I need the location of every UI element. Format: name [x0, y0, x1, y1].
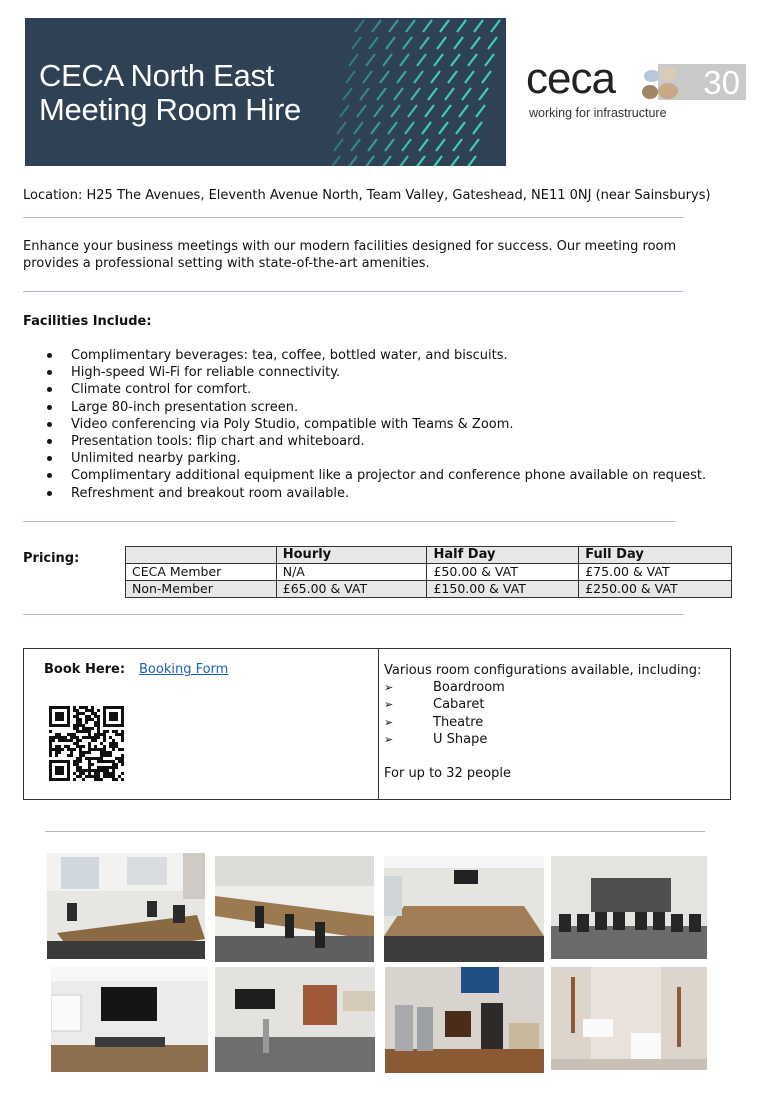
stripe-mark: [422, 122, 431, 134]
arrow-bullet-icon: ➢: [384, 733, 394, 747]
stripe-mark: [448, 71, 457, 83]
stripe-mark: [354, 122, 363, 134]
stripe-mark: [450, 156, 459, 166]
table-cell: Non-Member: [126, 581, 277, 598]
list-item: Refreshment and breakout room available.: [47, 485, 706, 502]
bullet-icon: [47, 405, 52, 410]
list-item: Video conferencing via Poly Studio, compatible with Teams & Zoom.: [47, 416, 706, 433]
stripe-mark: [471, 37, 480, 49]
stripe-mark: [380, 71, 389, 83]
anniversary-badge: 30: [658, 64, 746, 100]
column-header: Hourly: [276, 547, 427, 564]
stripe-mark: [491, 20, 500, 32]
stripe-mark: [331, 156, 340, 166]
stripe-mark: [454, 37, 463, 49]
list-item: Complimentary beverages: tea, coffee, bottled water, and biscuits.: [47, 347, 706, 364]
table-cell: £75.00 & VAT: [579, 564, 732, 581]
list-item: Climate control for comfort.: [47, 381, 706, 398]
stripe-mark: [440, 20, 449, 32]
stripe-mark: [357, 105, 366, 117]
list-item: Presentation tools: flip chart and whiteboard.: [47, 433, 706, 450]
table-cell: CECA Member: [126, 564, 277, 581]
stripe-mark: [428, 88, 437, 100]
stripe-mark: [488, 37, 497, 49]
refreshments-photo: [385, 967, 544, 1073]
table-cell: £150.00 & VAT: [427, 581, 579, 598]
stripe-mark: [365, 156, 374, 166]
list-item: ➢ Cabaret: [384, 697, 485, 713]
stripe-mark: [343, 88, 352, 100]
stripe-mark: [346, 71, 355, 83]
column-header: Full Day: [579, 547, 732, 564]
list-item: High-speed Wi-Fi for reliable connectivity.: [47, 364, 706, 381]
stripe-mark: [433, 156, 442, 166]
arrow-bullet-icon: ➢: [384, 698, 394, 712]
stripe-mark: [482, 71, 491, 83]
banner-title-line1: CECA North East: [39, 58, 274, 93]
stripe-mark: [420, 37, 429, 49]
stripe-mark: [383, 54, 392, 66]
stripe-mark: [442, 105, 451, 117]
stripe-mark: [391, 105, 400, 117]
stripe-mark: [372, 20, 381, 32]
list-item: ➢ Boardroom: [384, 680, 505, 695]
header-banner: [25, 18, 506, 166]
bullet-icon: [47, 491, 52, 496]
divider: [23, 217, 683, 218]
meeting-room-photo: [384, 856, 544, 962]
arrow-bullet-icon: ➢: [384, 715, 394, 729]
stripe-mark: [406, 20, 415, 32]
bullet-icon: [47, 473, 52, 478]
stripe-mark: [337, 122, 346, 134]
stripe-mark: [334, 139, 343, 151]
stripe-mark: [349, 54, 358, 66]
stripe-mark: [352, 37, 361, 49]
box-divider: [378, 649, 379, 799]
stripe-mark: [474, 20, 483, 32]
stripe-mark: [348, 156, 357, 166]
list-item: Complimentary additional equipment like a projector and conference phone available on request.: [47, 467, 706, 484]
stripe-mark: [385, 139, 394, 151]
stripe-mark: [374, 105, 383, 117]
configs-intro: Various room configurations available, including:: [384, 663, 702, 678]
qr-code-icon[interactable]: [49, 706, 124, 781]
meeting-room-photo: [215, 856, 374, 962]
divider: [23, 521, 675, 522]
stripe-mark: [457, 20, 466, 32]
logo-wordmark: ceca: [526, 54, 615, 103]
stripe-mark: [485, 54, 494, 66]
stripe-mark: [473, 122, 482, 134]
stripe-mark: [467, 156, 476, 166]
list-item: Unlimited nearby parking.: [47, 450, 706, 467]
intro-paragraph: Enhance your business meetings with our modern facilities designed for success. Our meeting room provides a professional setting with state-of-the-art amenities.: [23, 239, 677, 271]
stripe-mark: [439, 122, 448, 134]
stripe-mark: [453, 139, 462, 151]
stripe-mark: [386, 37, 395, 49]
table-cell: N/A: [276, 564, 427, 581]
column-header: Half Day: [427, 547, 579, 564]
stripe-mark: [403, 37, 412, 49]
logo-tagline: working for infrastructure: [529, 106, 667, 120]
stripe-mark: [405, 122, 414, 134]
pricing-label: Pricing:: [23, 551, 80, 566]
stripe-mark: [419, 139, 428, 151]
bullet-icon: [47, 439, 52, 444]
book-here-label: Book Here:: [44, 662, 126, 677]
stripe-mark: [340, 105, 349, 117]
stripe-mark: [351, 139, 360, 151]
location-text: Location: H25 The Avenues, Eleventh Avenue North, Team Valley, Gateshead, NE11 0NJ (near Sainsburys): [23, 188, 711, 203]
breakout-room-photo: [215, 967, 375, 1072]
stripe-mark: [417, 54, 426, 66]
list-item: Large 80-inch presentation screen.: [47, 399, 706, 416]
stripe-mark: [459, 105, 468, 117]
stripe-mark: [445, 88, 454, 100]
stripe-mark: [414, 71, 423, 83]
stripe-mark: [423, 20, 432, 32]
meeting-room-photo: [551, 856, 707, 959]
stripe-mark: [369, 37, 378, 49]
table-row: [126, 581, 732, 598]
booking-form-link[interactable]: Booking Form: [139, 662, 229, 677]
ceca-logo: [526, 54, 748, 126]
facilities-heading: Facilities Include:: [23, 314, 152, 329]
stripe-mark: [465, 71, 474, 83]
banner-title-line2: Meeting Room Hire: [39, 92, 301, 127]
stripe-mark: [382, 156, 391, 166]
capacity-text: For up to 32 people: [384, 766, 511, 781]
list-item: ➢ Theatre: [384, 714, 484, 730]
stripe-mark: [368, 139, 377, 151]
stripe-mark: [360, 88, 369, 100]
divider: [45, 831, 705, 832]
table-cell: £50.00 & VAT: [427, 564, 579, 581]
meeting-room-photo: [47, 853, 205, 959]
facilities-list: [47, 347, 706, 502]
stripe-mark: [476, 105, 485, 117]
stripe-mark: [355, 20, 364, 32]
bullet-icon: [47, 422, 52, 427]
bullet-icon: [47, 370, 52, 375]
stripe-mark: [399, 156, 408, 166]
divider: [23, 614, 683, 615]
table-cell: £250.00 & VAT: [579, 581, 732, 598]
bullet-icon: [47, 353, 52, 358]
stripe-mark: [397, 71, 406, 83]
list-item: ➢ U Shape: [384, 732, 488, 748]
arrow-bullet-icon: ➢: [384, 681, 394, 694]
table-header-row: [126, 547, 732, 564]
column-header: [126, 547, 277, 564]
stripe-mark: [394, 88, 403, 100]
washroom-photo: [551, 967, 707, 1070]
stripe-mark: [402, 139, 411, 151]
stripe-mark: [431, 71, 440, 83]
stripe-mark: [437, 37, 446, 49]
stripe-mark: [479, 88, 488, 100]
divider: [23, 291, 683, 292]
bullet-icon: [47, 387, 52, 392]
stripe-mark: [456, 122, 465, 134]
stripe-mark: [389, 20, 398, 32]
table-cell: £65.00 & VAT: [276, 581, 427, 598]
bullet-icon: [47, 456, 52, 461]
stripe-mark: [434, 54, 443, 66]
stripe-mark: [408, 105, 417, 117]
stripe-mark: [436, 139, 445, 151]
stripe-mark: [377, 88, 386, 100]
stripe-mark: [400, 54, 409, 66]
stripe-mark: [470, 139, 479, 151]
configs-list: [384, 679, 505, 749]
stripe-mark: [416, 156, 425, 166]
stripe-mark: [451, 54, 460, 66]
table-row: [126, 564, 732, 581]
stripe-mark: [388, 122, 397, 134]
stripe-mark: [366, 54, 375, 66]
pricing-table: [125, 546, 732, 598]
stripe-mark: [468, 54, 477, 66]
stripe-mark: [371, 122, 380, 134]
stripe-mark: [425, 105, 434, 117]
pebbles-icon: [638, 64, 688, 104]
stripe-mark: [363, 71, 372, 83]
stripe-mark: [462, 88, 471, 100]
stripe-mark: [411, 88, 420, 100]
meeting-room-photo: [51, 967, 208, 1072]
